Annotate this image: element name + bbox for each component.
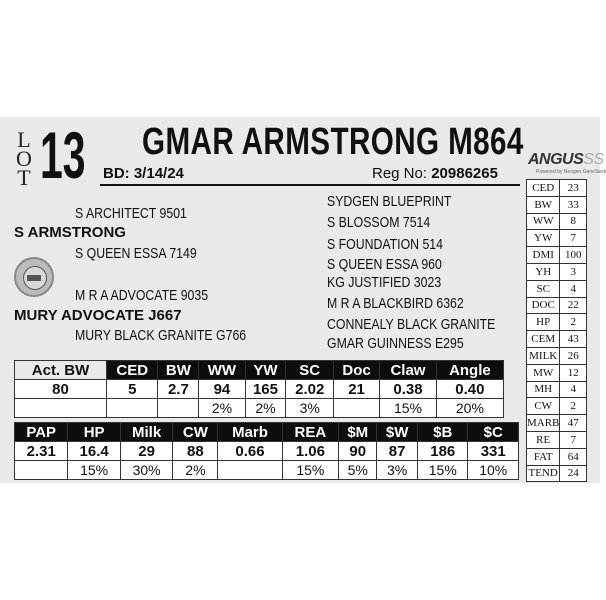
lot-letter: L <box>17 127 31 152</box>
side-epd-trait: CW <box>527 398 560 415</box>
pedigree-dam: MURY ADVOCATE J667 <box>14 307 182 324</box>
side-epd-value: 3 <box>560 263 587 280</box>
epd-header: CW <box>173 423 218 442</box>
pedigree-right-line: S QUEEN ESSA 960 <box>327 256 442 273</box>
side-epd-trait: YW <box>527 230 560 247</box>
side-epd-trait: RE <box>527 431 560 448</box>
epd-percentile: 2% <box>173 461 218 480</box>
epd-percentile: 2% <box>199 399 245 418</box>
epd-percentile <box>107 399 158 418</box>
pedigree-right-line: S BLOSSOM 7514 <box>327 214 431 231</box>
side-epd-trait: DOC <box>527 297 560 314</box>
pedigree-right-line: CONNEALY BLACK GRANITE <box>327 316 496 333</box>
side-epd-row <box>527 431 587 448</box>
epd-header: WW <box>199 361 245 380</box>
birth-date <box>103 165 184 182</box>
registration-value: 20986265 <box>431 165 498 182</box>
side-epd-trait: YH <box>527 263 560 280</box>
side-epd-row <box>527 280 587 297</box>
epd-value: 0.66 <box>218 442 282 461</box>
side-epd-value: 7 <box>560 431 587 448</box>
epd-value: 1.06 <box>282 442 339 461</box>
epd-value: 88 <box>173 442 218 461</box>
epd-value: 5 <box>107 380 158 399</box>
epd-header: Claw <box>380 361 437 380</box>
epd-value: 2.7 <box>158 380 199 399</box>
epd-value: 29 <box>120 442 172 461</box>
epd-header: $C <box>468 423 519 442</box>
epd-percentile <box>15 461 68 480</box>
epd-percentile: 10% <box>468 461 519 480</box>
side-epd-row <box>527 364 587 381</box>
epd-header: $W <box>377 423 418 442</box>
side-epd-trait: FAT <box>527 448 560 465</box>
epd-percentile: 15% <box>380 399 437 418</box>
side-epd-trait: HP <box>527 314 560 331</box>
brand-suffix: SS <box>583 151 604 168</box>
epd-header: HP <box>68 423 120 442</box>
side-epd-row <box>527 415 587 432</box>
side-epd-grid <box>526 179 587 482</box>
epd-value: 21 <box>333 380 379 399</box>
side-epd-trait: SC <box>527 280 560 297</box>
registration-label: Reg No: <box>372 165 428 182</box>
epd-value: 2.02 <box>286 380 334 399</box>
epd-header: $B <box>418 423 468 442</box>
side-epd-value: 4 <box>560 381 587 398</box>
epd-header: PAP <box>15 423 68 442</box>
lot-label <box>14 127 34 190</box>
registration <box>372 165 498 182</box>
side-epd-value: 7 <box>560 230 587 247</box>
epd-percentile <box>158 399 199 418</box>
pedigree-dam-sire: M R A ADVOCATE 9035 <box>75 287 209 304</box>
epd-header: Doc <box>333 361 379 380</box>
epd-header: Marb <box>218 423 282 442</box>
epd-header: Milk <box>120 423 172 442</box>
epd-value: 0.40 <box>436 380 503 399</box>
epd-value: 94 <box>199 380 245 399</box>
side-epd-value: 2 <box>560 398 587 415</box>
epd-table-secondary <box>14 422 519 480</box>
epd-header: REA <box>282 423 339 442</box>
side-epd-trait: CED <box>527 180 560 197</box>
association-seal-icon <box>14 257 54 297</box>
epd-percentile: 15% <box>282 461 339 480</box>
epd-header: CED <box>107 361 158 380</box>
epd-percentile: 15% <box>418 461 468 480</box>
epd-value: 16.4 <box>68 442 120 461</box>
pedigree-right-line: KG JUSTIFIED 3023 <box>327 274 442 291</box>
epd-header: Act. BW <box>15 361 107 380</box>
lot-letter: T <box>17 165 31 190</box>
epd-header: YW <box>245 361 286 380</box>
side-epd-value: 2 <box>560 314 587 331</box>
side-epd-row <box>527 381 587 398</box>
birth-date-value: 3/14/24 <box>133 165 184 182</box>
side-epd-trait: TEND <box>527 465 560 482</box>
side-epd-trait: MW <box>527 364 560 381</box>
side-epd-value: 24 <box>560 465 587 482</box>
side-epd-row <box>527 297 587 314</box>
epd-header: BW <box>158 361 199 380</box>
side-epd-value: 26 <box>560 347 587 364</box>
epd-value: 80 <box>15 380 107 399</box>
side-epd-row <box>527 247 587 264</box>
epd-value: 165 <box>245 380 286 399</box>
brand-name: ANGUS <box>528 151 584 168</box>
title-divider <box>100 184 520 186</box>
epd-percentile <box>333 399 379 418</box>
birth-date-label: BD: <box>103 165 130 182</box>
side-epd-row <box>527 448 587 465</box>
epd-percentile: 3% <box>286 399 334 418</box>
animal-name: GMAR ARMSTRONG M864 <box>142 121 524 163</box>
side-epd-value: 64 <box>560 448 587 465</box>
brand-tagline: Powered by Neogen GeneSeek <box>536 169 606 175</box>
epd-percentile: 3% <box>377 461 418 480</box>
side-epd-trait: MH <box>527 381 560 398</box>
epd-value: 331 <box>468 442 519 461</box>
side-epd-trait: MILK <box>527 347 560 364</box>
side-epd-value: 22 <box>560 297 587 314</box>
epd-percentile: 15% <box>68 461 120 480</box>
epd-value: 0.38 <box>380 380 437 399</box>
lot-letter: O <box>16 146 32 171</box>
epd-value: 90 <box>339 442 377 461</box>
side-epd-row <box>527 331 587 348</box>
side-epd-value: 33 <box>560 196 587 213</box>
epd-value: 186 <box>418 442 468 461</box>
side-epd-value: 43 <box>560 331 587 348</box>
pedigree-sire-sire: S ARCHITECT 9501 <box>75 205 187 222</box>
pedigree-sire-dam: S QUEEN ESSA 7149 <box>75 245 197 262</box>
side-epd-row <box>527 230 587 247</box>
pedigree-right-line: SYDGEN BLUEPRINT <box>327 193 452 210</box>
epd-header: $M <box>339 423 377 442</box>
lot-card <box>0 117 606 483</box>
side-epd-trait: BW <box>527 196 560 213</box>
side-epd-trait: DMI <box>527 247 560 264</box>
pedigree-right-line: GMAR GUINNESS E295 <box>327 335 464 352</box>
side-epd-row <box>527 263 587 280</box>
side-epd-value: 4 <box>560 280 587 297</box>
pedigree-sire: S ARMSTRONG <box>14 224 126 241</box>
side-epd-value: 47 <box>560 415 587 432</box>
side-epd-row <box>527 213 587 230</box>
side-epd-value: 12 <box>560 364 587 381</box>
pedigree-dam-dam: MURY BLACK GRANITE G766 <box>75 327 247 344</box>
side-epd-trait: WW <box>527 213 560 230</box>
brand-logo <box>528 151 604 169</box>
side-epd-row <box>527 314 587 331</box>
lot-number: 13 <box>40 118 86 192</box>
side-epd-row <box>527 465 587 482</box>
pedigree-right-line: M R A BLACKBIRD 6362 <box>327 295 464 312</box>
epd-percentile <box>15 399 107 418</box>
side-epd-value: 23 <box>560 180 587 197</box>
epd-percentile: 2% <box>245 399 286 418</box>
epd-percentile: 30% <box>120 461 172 480</box>
epd-value: 2.31 <box>15 442 68 461</box>
epd-table-primary <box>14 360 504 418</box>
side-epd-trait: CEM <box>527 331 560 348</box>
side-epd-row <box>527 180 587 197</box>
epd-percentile <box>218 461 282 480</box>
side-epd-value: 8 <box>560 213 587 230</box>
epd-percentile: 5% <box>339 461 377 480</box>
side-epd-trait: MARB <box>527 415 560 432</box>
epd-header: Angle <box>436 361 503 380</box>
side-epd-row <box>527 196 587 213</box>
side-epd-row <box>527 347 587 364</box>
pedigree-right-line: S FOUNDATION 514 <box>327 236 443 253</box>
epd-header: SC <box>286 361 334 380</box>
side-epd-row <box>527 398 587 415</box>
side-epd-value: 100 <box>560 247 587 264</box>
epd-percentile: 20% <box>436 399 503 418</box>
epd-value: 87 <box>377 442 418 461</box>
